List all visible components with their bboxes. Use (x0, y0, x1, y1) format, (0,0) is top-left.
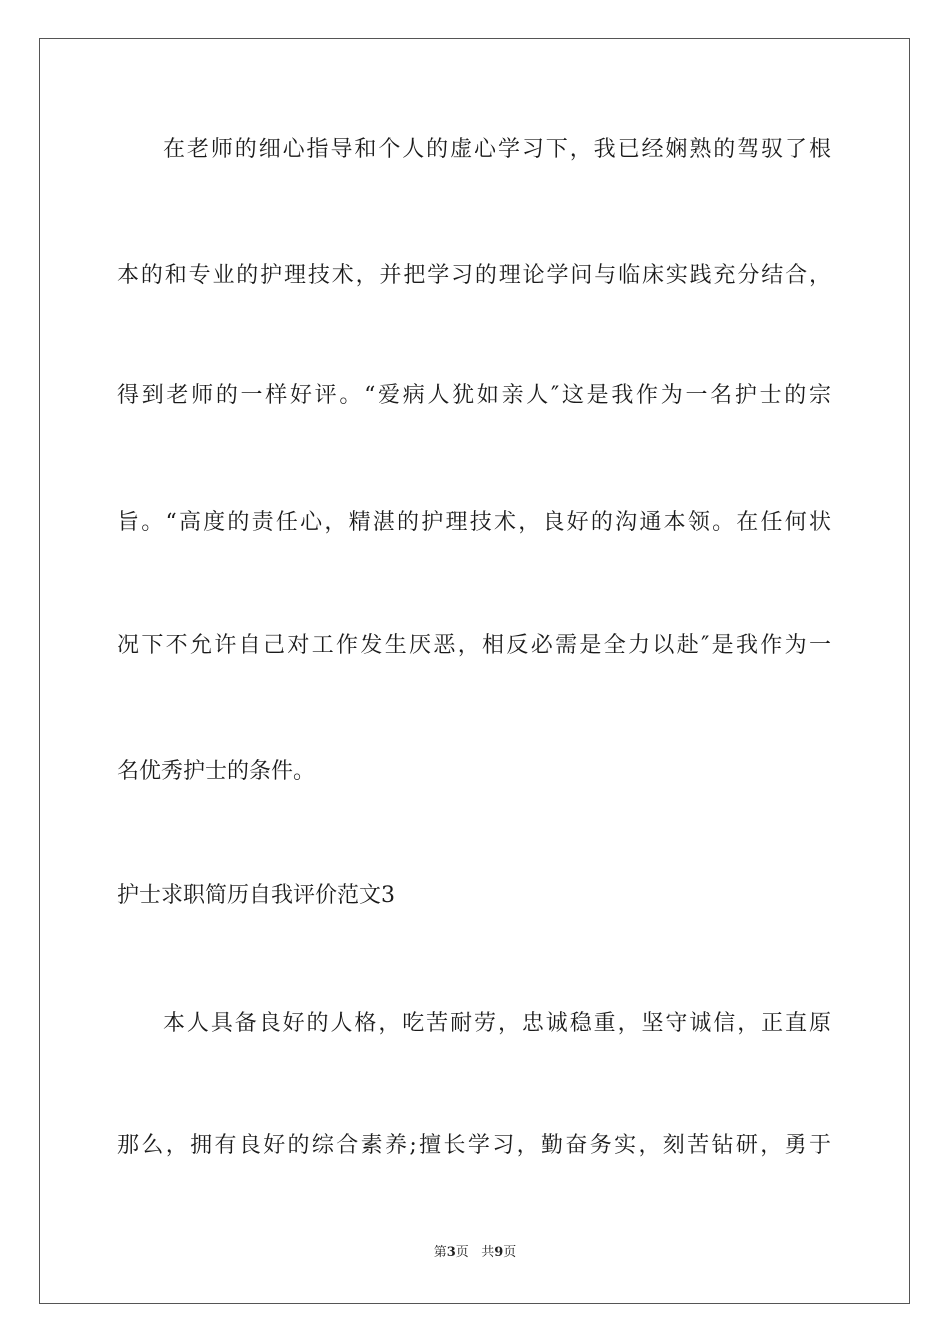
paragraph-line: 本人具备良好的人格，吃苦耐劳，忠诚稳重，坚守诚信，正直原 (163, 1011, 831, 1036)
section-heading: 护士求职简历自我评价范文3 (117, 883, 395, 908)
page-border (39, 38, 910, 1304)
paragraph-line: 本的和专业的护理技术，并把学习的理论学问与临床实践充分结合， (117, 263, 831, 288)
paragraph-line: 旨。“高度的责任心，精湛的护理技术，良好的沟通本领。在任何状 (117, 510, 831, 535)
total-pages: 9 (494, 1245, 504, 1260)
page-footer (0, 1244, 950, 1262)
paragraph-line: 得到老师的一样好评。“爱病人犹如亲人″这是我作为一名护士的宗 (117, 383, 831, 408)
paragraph-line: 那么，拥有良好的综合素养;擅长学习，勤奋务实，刻苦钻研，勇于 (117, 1133, 831, 1158)
total-prefix: 共 (481, 1245, 495, 1260)
page-number: 3 (446, 1245, 456, 1260)
page-prefix: 第 (433, 1245, 447, 1260)
page-suffix: 页 (455, 1245, 469, 1260)
total-suffix: 页 (503, 1245, 517, 1260)
paragraph-line: 名优秀护士的条件。 (117, 759, 316, 784)
paragraph-line: 在老师的细心指导和个人的虚心学习下，我已经娴熟的驾驭了根 (163, 137, 831, 162)
paragraph-line: 况下不允许自己对工作发生厌恶，相反必需是全力以赴″是我作为一 (117, 633, 831, 658)
